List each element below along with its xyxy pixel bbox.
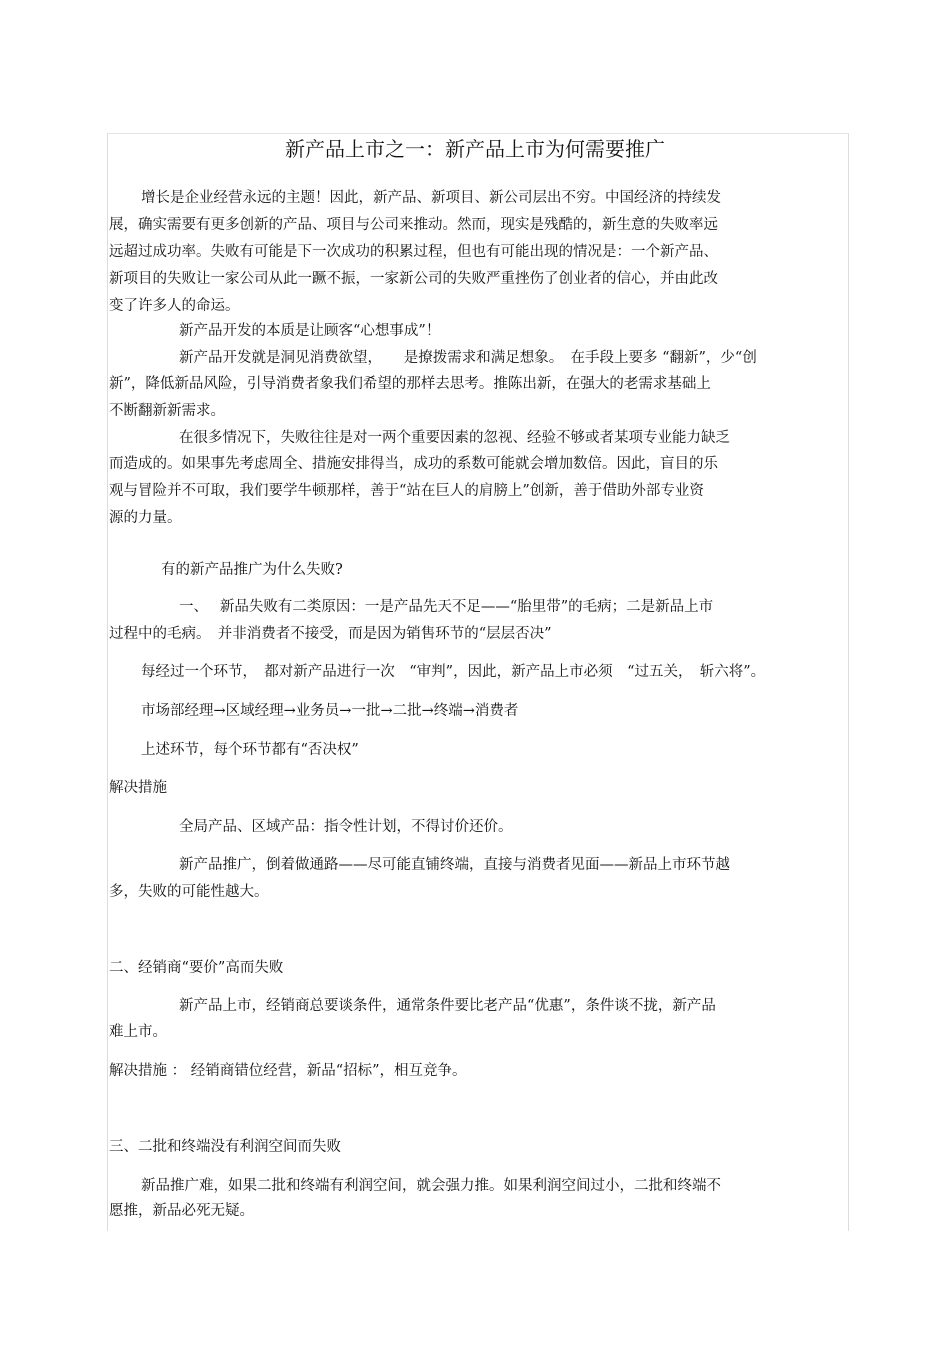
section-heading-2: 二、经销商“要价”高而失败 bbox=[109, 960, 284, 976]
paragraph-line: 一、 新品失败有二类原因：一是产品先天不足——“胎里带”的毛病；二是新品上市 bbox=[179, 599, 714, 615]
paragraph-line: 新项目的失败让一家公司从此一蹶不振，一家新公司的失败严重挫伤了创业者的信心，并由此改 bbox=[109, 271, 718, 287]
paragraph-line: 新产品上市，经销商总要谈条件，通常条件要比老产品“优惠”，条件谈不拢，新产品 bbox=[179, 998, 716, 1014]
paragraph-line: 新产品开发的本质是让顾客“心想事成”！ bbox=[179, 323, 441, 339]
paragraph-line: 在很多情况下，失败往往是对一两个重要因素的忽视、经验不够或者某项专业能力缺乏 bbox=[179, 430, 730, 446]
channel-chain: 市场部经理→区域经理→业务员→一批→二批→终端→消费者 bbox=[141, 703, 519, 719]
paragraph-line: 不断翻新新需求。 bbox=[109, 403, 225, 419]
paragraph-line: 每经过一个环节， 都对新产品进行一次 “审判”，因此，新产品上市必须 “过五关， 斩六将”。 bbox=[141, 664, 766, 680]
paragraph-line: 过程中的毛病。 并非消费者不接受，而是因为销售环节的“层层否决” bbox=[109, 626, 552, 642]
paragraph-line: 增长是企业经营永远的主题！因此，新产品、新项目、新公司层出不穷。中国经济的持续发 bbox=[141, 190, 721, 206]
paragraph-line: 新产品开发就是洞见消费欲望， 是撩拨需求和满足想象。 在手段上要多 “翻新”，少“创 bbox=[179, 350, 757, 366]
solution-heading: 解决措施 bbox=[109, 780, 167, 796]
paragraph-line: 难上市。 bbox=[109, 1024, 167, 1040]
paragraph-line: 远超过成功率。失败有可能是下一次成功的积累过程，但也有可能出现的情况是：一个新产品、 bbox=[109, 244, 718, 260]
paragraph-line: 新产品推广，倒着做通路——尽可能直铺终端，直接与消费者见面——新品上市环节越 bbox=[179, 857, 730, 873]
paragraph-line: 新”，降低新品风险，引导消费者象我们希望的那样去思考。推陈出新，在强大的老需求基础上 bbox=[109, 376, 711, 392]
solution-line: 解决措施 ： 经销商错位经营，新品“招标”，相互竞争。 bbox=[109, 1063, 467, 1079]
paragraph-line: 观与冒险并不可取，我们要学牛顿那样，善于“站在巨人的肩膀上”创新，善于借助外部专业资 bbox=[109, 483, 704, 499]
paragraph-line: 愿推，新品必死无疑。 bbox=[109, 1203, 254, 1219]
paragraph-line: 展，确实需要有更多创新的产品、项目与公司来推动。然而，现实是残酷的，新生意的失败率远 bbox=[109, 217, 718, 233]
paragraph-line: 上述环节，每个环节都有“否决权” bbox=[141, 742, 359, 758]
paragraph-line: 变了许多人的命运。 bbox=[109, 298, 240, 314]
paragraph-line: 多，失败的可能性越大。 bbox=[109, 884, 269, 900]
paragraph-line: 新品推广难，如果二批和终端有利润空间，就会强力推。如果利润空间过小，二批和终端不 bbox=[141, 1178, 721, 1194]
paragraph-line: 而造成的。如果事先考虑周全、措施安排得当，成功的系数可能就会增加数倍。因此，盲目的乐 bbox=[109, 456, 718, 472]
paragraph-line: 全局产品、区域产品：指令性计划，不得讨价还价。 bbox=[179, 819, 513, 835]
paragraph-line: 源的力量。 bbox=[109, 510, 182, 526]
section-question: 有的新产品推广为什么失败? bbox=[161, 562, 343, 578]
section-heading-3: 三、二批和终端没有利润空间而失败 bbox=[109, 1139, 341, 1155]
document-title: 新产品上市之一：新产品上市为何需要推广 bbox=[285, 137, 665, 161]
